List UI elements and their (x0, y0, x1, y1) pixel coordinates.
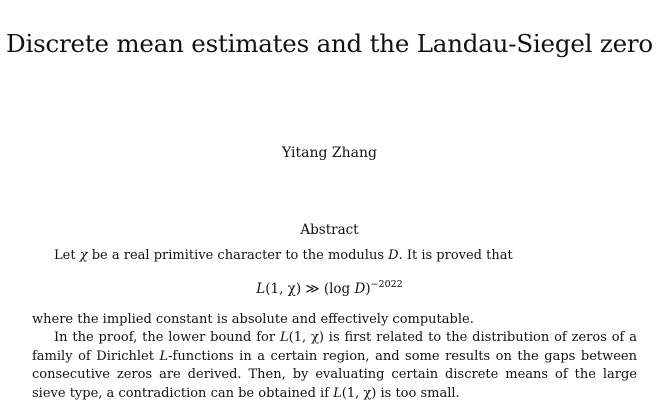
abstract-heading: Abstract (300, 222, 359, 238)
formula-L: L (256, 281, 266, 297)
after-formula-line: where the implied constant is absolute and effectively computable. (32, 312, 474, 327)
modulus-symbol: D (388, 248, 399, 263)
formula-exponent: −2022 (370, 279, 403, 290)
intro-text-1: Let (54, 248, 80, 263)
para2-L-1: L (279, 330, 289, 345)
formula-D: D (354, 281, 366, 297)
para2-text-4: (1, χ) is too small. (341, 385, 460, 401)
para2-text-1: In the proof, the lower bound for (54, 330, 280, 345)
para2-L-3: L (333, 385, 342, 401)
formula-args: (1, χ) (265, 281, 302, 297)
para2-text-3: -functions in a certain region, and some results on the gaps between consecutive zeros are derived. Then, by evaluating certain discrete means of the large sieve type, a contradiction can be obtained if (32, 348, 638, 401)
abstract-paragraph-2 (32, 329, 637, 403)
formula-close: ) (365, 281, 371, 297)
para2-L-2: L (159, 348, 169, 364)
formula-relation: ≫ (log (301, 281, 355, 297)
paper-title: Discrete mean estimates and the Landau-Siegel zero (6, 29, 653, 58)
author-name: Yitang Zhang (282, 145, 377, 161)
para2-text-2: (1, χ) is first related to the distribution of zeros of a family of Dirichlet (32, 330, 637, 364)
intro-text-3: . It is proved that (398, 248, 513, 263)
intro-text-2: be a real primitive character to the modulus (87, 248, 389, 263)
main-formula (0, 279, 659, 299)
abstract-intro-line (54, 247, 513, 265)
chi-symbol: χ (79, 248, 88, 263)
